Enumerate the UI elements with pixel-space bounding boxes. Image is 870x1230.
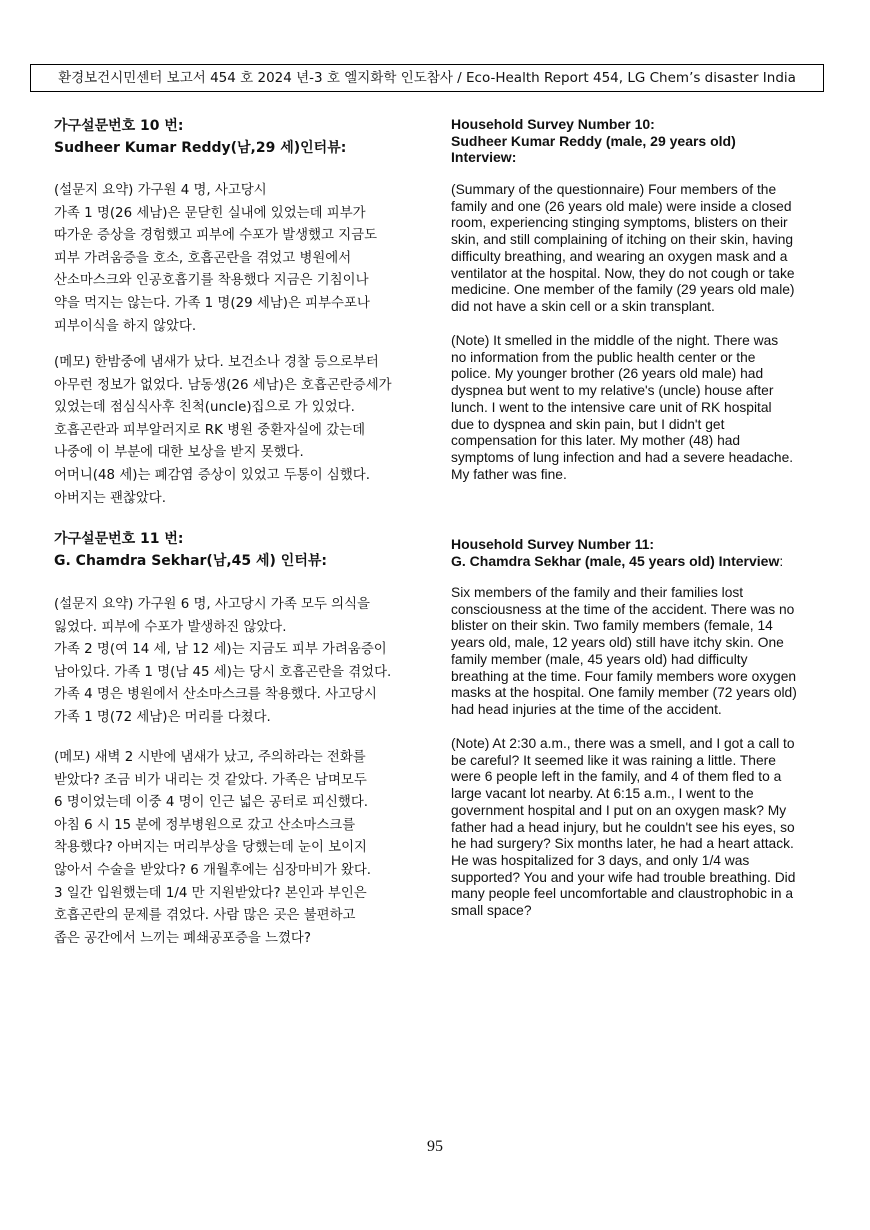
page-number: 95 — [427, 1138, 443, 1155]
text-line: 남아있다. 가족 1 명(남 45 세)는 당시 호흡곤란을 겪었다. — [54, 664, 392, 680]
text-line: Six members of the family and their families lost — [451, 585, 744, 600]
text-line: 피부이식을 하지 않았다. — [54, 318, 197, 334]
text-line: 3 일간 입원했는데 1/4 만 지원받았다? 본인과 부인은 — [54, 885, 367, 901]
text-line: did not have a skin cell or a skin transplant. — [451, 298, 715, 314]
text-line: due to dyspnea and skin pain, but I didn't get — [451, 416, 725, 432]
text-line: family member (male, 45 years old) had difficulty — [451, 651, 748, 667]
text-line: family and one (26 years old male) were inside a closed — [451, 198, 792, 214]
survey-10-title-en — [451, 116, 736, 166]
survey-11-summary-kr — [54, 594, 391, 730]
text-line: symptoms of lung infection and had a severe headache. — [451, 449, 794, 465]
text-line: My father was fine. — [451, 466, 567, 482]
text-line: (Note) At 2:30 a.m., there was a smell, and I got a call to — [451, 736, 795, 751]
survey-11-title-en — [451, 536, 783, 569]
title-text: G. Chamdra Sekhar (male, 45 years old) Interview — [451, 552, 780, 569]
text-line: 않아서 수술을 받았다? 6 개월후에는 심장마비가 왔다. — [54, 862, 372, 878]
text-line: 가족 1 명(72 세남)은 머리를 다쳤다. — [54, 709, 271, 725]
title-line: Household Survey Number 11: — [451, 536, 655, 552]
text-line: (Summary of the questionnaire) Four members of the — [451, 182, 777, 197]
text-line: 아침 6 시 15 분에 정부병원으로 갔고 산소마스크를 — [54, 817, 356, 833]
text-line: 가족 2 명(여 14 세, 남 12 세)는 지금도 피부 가려움증이 — [54, 642, 387, 658]
text-line: 약을 먹지는 않는다. 가족 1 명(29 세남)은 피부수포나 — [54, 295, 370, 311]
text-line: 6 명이었는데 이중 4 명이 인근 넓은 공터로 피신했다. — [54, 795, 369, 811]
text-line: 어머니(48 세)는 폐감염 증상이 있었고 두통이 심했다. — [54, 467, 370, 483]
text-line: blister on their skin. Two family members (female, 14 — [451, 618, 773, 634]
text-line: supported? You and your wife had trouble breathing. Did — [451, 869, 796, 885]
text-line: no information from the public health center or the — [451, 349, 756, 365]
text-line: masks at the hospital. One family member (72 years old) — [451, 685, 797, 701]
survey-10-summary-kr — [54, 180, 377, 338]
text-line: 있었는데 점심식사후 친척(uncle)집으로 가 있었다. — [54, 400, 355, 416]
text-line: be careful? It seemed like it was raining a little. There — [451, 752, 776, 768]
survey-10-memo-kr — [54, 352, 392, 510]
text-line: breathing at the time. Four family members wore oxygen — [451, 668, 797, 684]
title-line: Sudheer Kumar Reddy(남,29 세)인터뷰: — [54, 140, 347, 156]
report-header: 환경보건시민센터 보고서 454 호 2024 년-3 호 엘지화학 인도참사 / Eco-Health Report 454, LG Chem’s disaster India — [30, 64, 824, 92]
text-line: 받았다? 조금 비가 내리는 것 같았다. 가족은 남며모두 — [54, 772, 367, 788]
text-line: 착용했다? 아버지는 머리부상을 당했는데 눈이 보이지 — [54, 840, 367, 856]
text-line: were 6 people left in the family, and 4 of them fled to a — [451, 769, 782, 785]
text-line: skin, and still complaining of itching on their skin, having — [451, 232, 794, 248]
text-line: (메모) 한밤중에 냄새가 났다. 보건소나 경찰 등으로부터 — [54, 355, 379, 370]
text-line: dyspnea but went to my relative's (uncle) house after — [451, 383, 774, 399]
text-line: 호흡곤란과 피부알러지로 RK 병원 중환자실에 갔는데 — [54, 422, 366, 438]
text-line: government hospital and I put on an oxygen mask? My — [451, 802, 787, 818]
survey-11-summary-en — [451, 585, 797, 719]
survey-10-title-kr — [54, 115, 346, 159]
text-line: 따가운 증상을 경험했고 피부에 수포가 발생했고 지금도 — [54, 228, 378, 244]
text-line: consciousness at the time of the accident. There was no — [451, 601, 795, 617]
title-line — [451, 553, 783, 570]
title-line: Interview: — [451, 149, 517, 166]
text-line: 피부 가려움증을 호소, 호흡곤란을 겪었고 병원에서 — [54, 250, 352, 266]
text-line: 가족 1 명(26 세남)은 문닫힌 실내에 있었는데 피부가 — [54, 205, 366, 221]
survey-10-memo-en — [451, 333, 793, 483]
text-line: many people feel uncomfortable and claustrophobic in a — [451, 886, 794, 902]
text-line: (설문지 요약) 가구원 4 명, 사고당시 — [54, 183, 267, 198]
text-line: had head injuries at the time of the accident. — [451, 701, 722, 717]
title-line: 가구설문번호 10 번: — [54, 118, 184, 134]
text-line: 호흡곤란의 문제를 겪었다. 사람 많은 곳은 불편하고 — [54, 908, 356, 924]
text-line: 가족 4 명은 병원에서 산소마스크를 착용했다. 사고당시 — [54, 687, 377, 703]
text-line: 잃었다. 피부에 수포가 발생하진 않았다. — [54, 619, 287, 635]
text-line: 산소마스크와 인공호흡기를 착용했다 지금은 기침이나 — [54, 273, 369, 289]
text-line: small space? — [451, 903, 532, 919]
text-line: difficulty breathing, and wearing an oxygen mask and a — [451, 248, 788, 264]
text-line: 아무런 정보가 없었다. 남동생(26 세남)은 호흡곤란증세가 — [54, 377, 392, 393]
text-line: father had a head injury, but he couldn't see his eyes, so — [451, 819, 795, 835]
text-line: 좁은 공간에서 느끼는 폐쇄공포증을 느꼈다? — [54, 930, 311, 946]
title-line: Sudheer Kumar Reddy (male, 29 years old) — [451, 132, 736, 149]
title-colon: : — [779, 552, 784, 569]
text-line: years old, male, 12 years old) still have itchy skin. One — [451, 635, 784, 651]
survey-10-summary-en — [451, 182, 795, 316]
survey-11-memo-kr — [54, 747, 371, 950]
title-line: G. Chamdra Sekhar(남,45 세) 인터뷰: — [54, 553, 327, 569]
title-line: Household Survey Number 10: — [451, 116, 655, 132]
survey-11-memo-en — [451, 736, 795, 920]
title-line: 가구설문번호 11 번: — [54, 531, 184, 547]
text-line: he had surgery? Six months later, he had a heart attack. — [451, 836, 794, 852]
text-line: (메모) 새벽 2 시반에 냄새가 났고, 주의하라는 전화를 — [54, 750, 366, 765]
text-line: large vacant lot nearby. At 6:15 a.m., I went to the — [451, 786, 754, 802]
text-line: ventilator at the hospital. Now, they do not cough or take — [451, 265, 795, 281]
text-line: room, experiencing stinging symptoms, blisters on their — [451, 215, 788, 231]
text-line: 아버지는 괜찮았다. — [54, 490, 166, 506]
text-line: medicine. One member of the family (29 years old male) — [451, 282, 795, 298]
text-line: (Note) It smelled in the middle of the night. There was — [451, 333, 779, 348]
survey-11-title-kr — [54, 528, 327, 572]
text-line: lunch. I went to the intensive care unit of RK hospital — [451, 399, 772, 415]
text-line: police. My younger brother (26 years old male) had — [451, 366, 764, 382]
text-line: compensation for this later. My mother (48) had — [451, 433, 741, 449]
text-line: (설문지 요약) 가구원 6 명, 사고당시 가족 모두 의식을 — [54, 597, 370, 612]
text-line: He was hospitalized for 3 days, and only 1/4 was — [451, 852, 750, 868]
text-line: 나중에 이 부분에 대한 보상을 받지 못했다. — [54, 445, 304, 461]
